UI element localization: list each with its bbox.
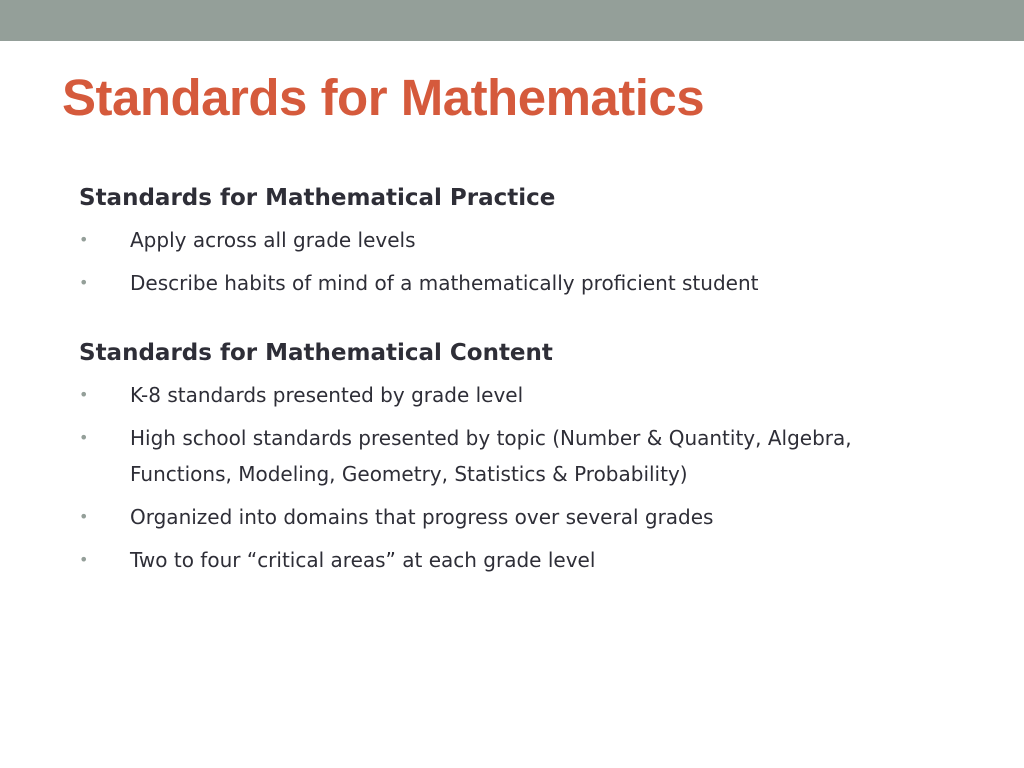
header-band [0,0,1024,41]
bullet-item [79,542,959,578]
bullet-text: Describe habits of mind of a mathematically proficient student [130,271,759,295]
bullet-dot-icon: • [79,550,89,569]
bullet-list [79,222,959,301]
bullet-dot-icon: • [79,230,89,249]
bullet-dot-icon: • [79,507,89,526]
slide-title: Standards for Mathematics [62,69,705,126]
bullet-text: Apply across all grade levels [130,228,416,252]
bullet-text: K-8 standards presented by grade level [130,383,524,407]
section-mathematical-practice [79,178,959,308]
bullet-item [79,265,959,301]
bullet-text: Two to four “critical areas” at each grade level [130,548,596,572]
bullet-text: Organized into domains that progress over several grades [130,505,714,529]
bullet-item [79,499,959,535]
bullet-list [79,377,959,578]
section-mathematical-content [79,333,959,585]
section-heading: Standards for Mathematical Practice [79,185,556,211]
bullet-dot-icon: • [79,428,89,447]
section-heading: Standards for Mathematical Content [79,340,553,366]
bullet-text: High school standards presented by topic (Number & Quantity, Algebra, Functions, Modeling, Geometry, Statistics & Probability) [130,426,852,486]
bullet-item [79,420,959,492]
bullet-dot-icon: • [79,385,89,404]
bullet-item [79,377,959,413]
bullet-dot-icon: • [79,273,89,292]
bullet-item [79,222,959,258]
